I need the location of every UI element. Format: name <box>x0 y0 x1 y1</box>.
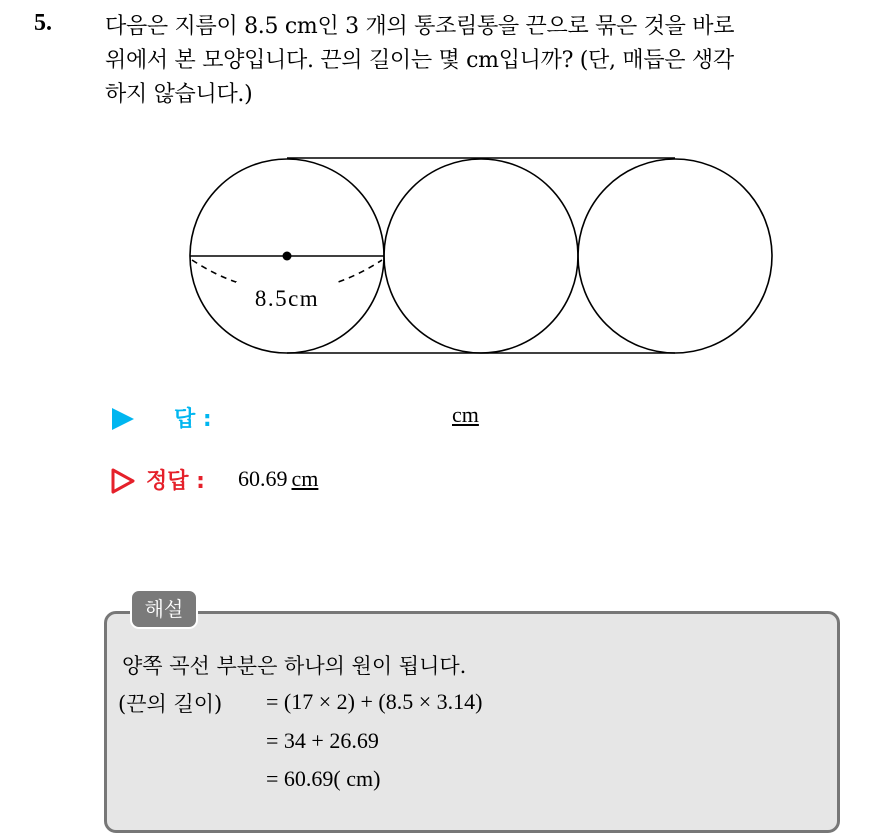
correct-value-number: 60.69 <box>238 466 288 491</box>
correct-answer-row <box>108 462 608 498</box>
can-circle-3 <box>578 159 772 353</box>
explanation-line-1 <box>122 650 466 680</box>
cans-figure <box>0 0 884 400</box>
question-line-1: 다음은 지름이 8.5 cm인 3 개의 통조림통을 끈으로 묶은 것을 바로 <box>105 14 735 39</box>
explanation-tag: 해설 <box>130 589 198 629</box>
answer-label: 답 : <box>174 407 212 432</box>
explanation-line-2 <box>118 688 222 718</box>
explanation-expr-2: = 34 + 26.69 <box>266 728 379 753</box>
triangle-icon <box>112 408 134 430</box>
answer-row <box>108 400 608 436</box>
explanation-expr-3: = 60.69( cm) <box>266 766 381 791</box>
correct-answer-unit: cm <box>291 466 319 491</box>
problem-number: 5. <box>34 10 52 36</box>
question-line-3: 하지 않습니다.) <box>105 82 253 107</box>
can-circle-2 <box>384 159 578 353</box>
explanation-expr-1: = (17 × 2) + (8.5 × 3.14) <box>266 689 483 714</box>
triangle-outline-icon <box>110 468 136 494</box>
question-line-2: 위에서 본 모양입니다. 끈의 길이는 몇 cm입니까? (단, 매듭은 생각 <box>105 48 734 73</box>
explanation-text: 양쪽 곡선 부분은 하나의 원이 됩니다. <box>122 654 467 678</box>
correct-answer-value <box>238 466 318 492</box>
diameter-label: 8.5cm <box>254 286 320 311</box>
correct-answer-label: 정답 : <box>146 469 205 494</box>
center-dot <box>283 252 292 261</box>
answer-unit: cm <box>452 402 479 427</box>
explanation-box <box>104 611 840 833</box>
string-length-label: (끈의 길이) <box>118 692 223 716</box>
